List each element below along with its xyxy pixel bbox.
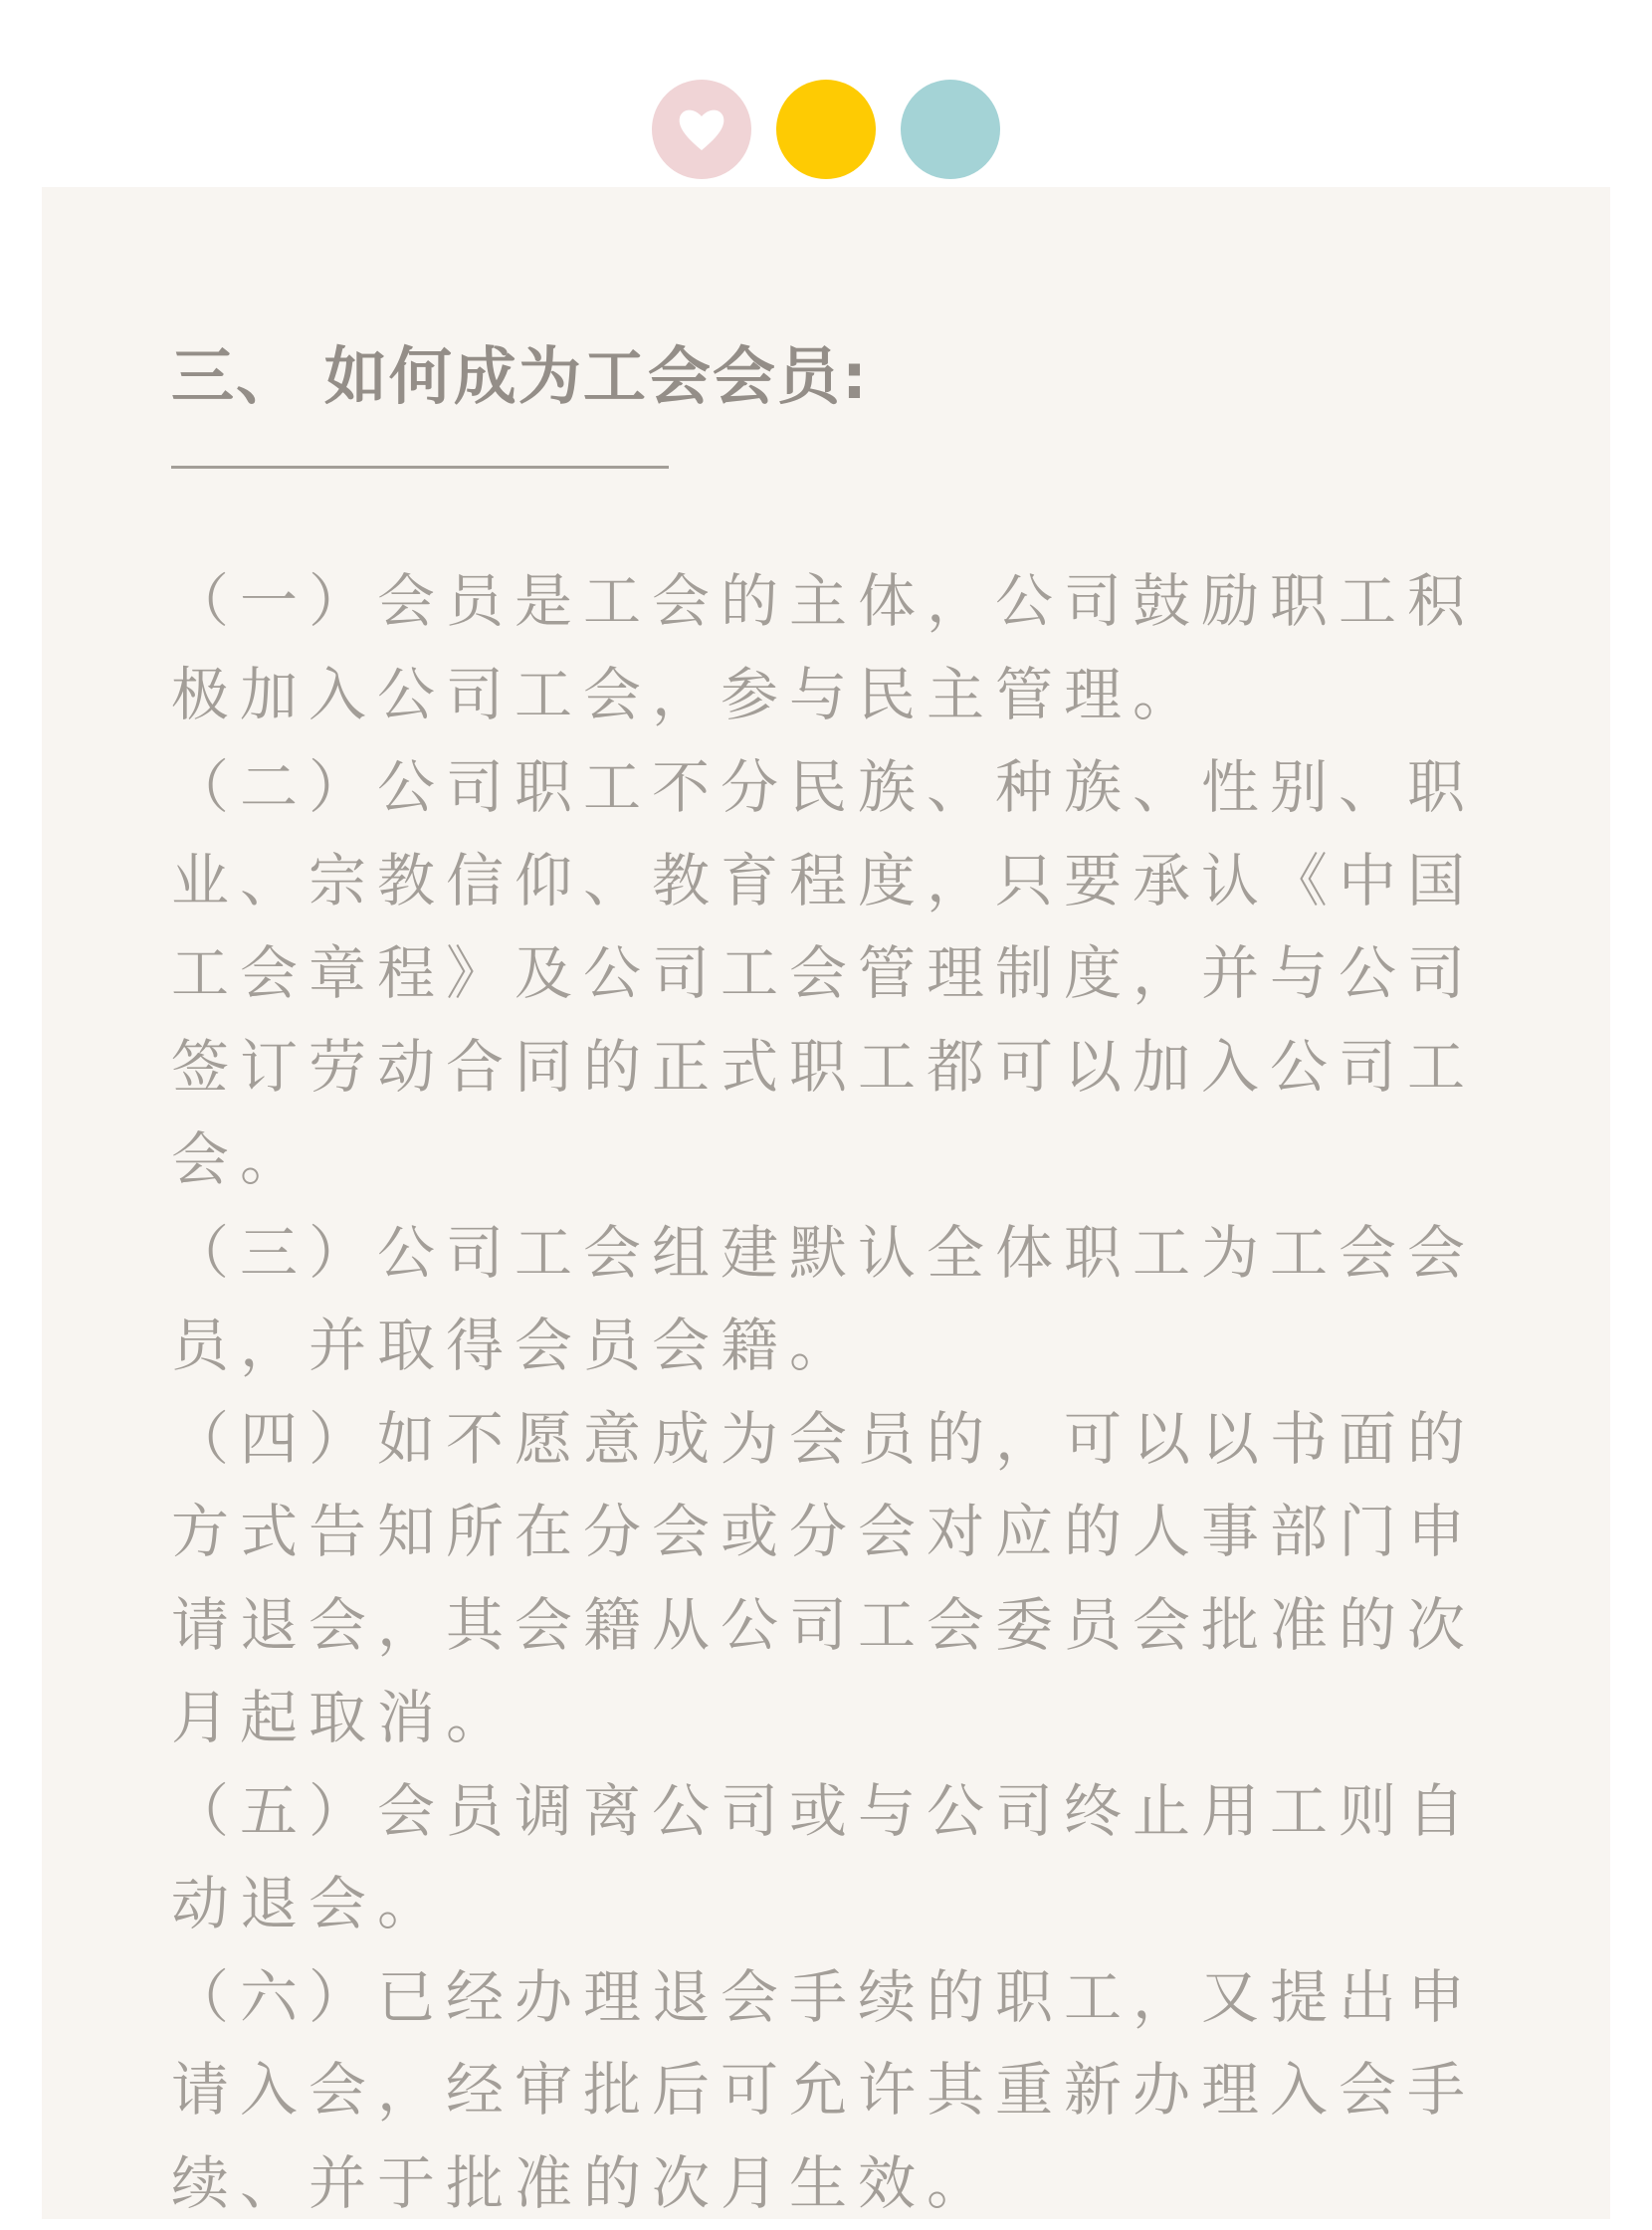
paragraph-3: （三）公司工会组建默认全体职工为工会会员，并取得会员会籍。 [171, 1207, 1485, 1393]
title-underline [171, 466, 669, 469]
section-title: 三、 如何成为工会会员: [171, 334, 869, 420]
paragraph-5: （五）会员调离公司或与公司终止用工则自动退会。 [171, 1765, 1485, 1951]
yellow-dot [776, 80, 876, 179]
pink-dot [652, 80, 751, 179]
decorative-dots [0, 80, 1652, 179]
teal-dot [901, 80, 1000, 179]
content-card [42, 187, 1610, 2219]
paragraph-6: （六）已经办理退会手续的职工，又提出申请入会，经审批后可允许其重新办理入会手续、并于批准的次月生效。 [171, 1951, 1485, 2230]
section-body [171, 555, 1485, 2230]
paragraph-1: （一）会员是工会的主体，公司鼓励职工积极加入公司工会，参与民主管理。 [171, 555, 1485, 741]
paragraph-2: （二）公司职工不分民族、种族、性别、职业、宗教信仰、教育程度，只要承认《中国工会章程》及公司工会管理制度，并与公司签订劳动合同的正式职工都可以加入公司工会。 [171, 741, 1485, 1207]
heart-icon [677, 106, 726, 152]
paragraph-4: （四）如不愿意成为会员的，可以以书面的方式告知所在分会或分会对应的人事部门申请退会，其会籍从公司工会委员会批准的次月起取消。 [171, 1393, 1485, 1765]
